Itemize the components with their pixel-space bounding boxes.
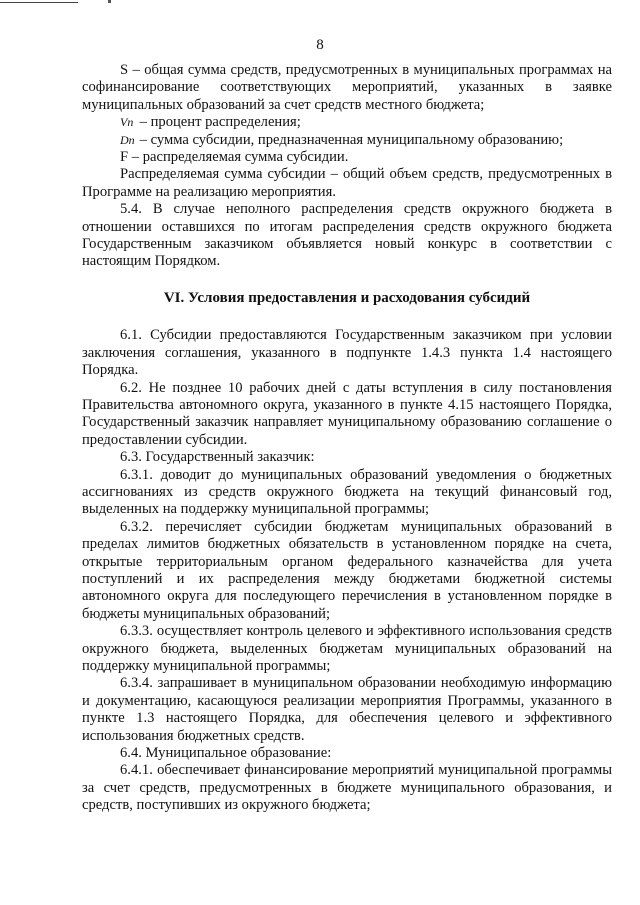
definition-dn [82,132,612,149]
paragraph-6-3: 6.3. Государственный заказчик: [120,449,315,466]
symbol-vn: Vn [120,115,134,130]
paragraph-5-4: 5.4. В случае неполного распределения средств окружного бюджета в отношении оставшихся по итогам распределения средств окружного бюджета Государственным заказчиком объявляется новый конкурс в соответствии с настоящим Порядком. [82,201,612,270]
paragraph-6-1: 6.1. Субсидии предоставляются Государственным заказчиком при условии заключения соглашения, указанного в подпункте 1.4.3 пункта 1.4 настоящего Порядка. [82,327,612,379]
paragraph-6-3-3: 6.3.3. осуществляет контроль целевого и эффективного использования средств окружного бюджета, выделенных бюджетам муниципальных образований на поддержку муниципальной программы; [82,623,612,674]
definition-vn-text: – процент распределения; [136,114,301,131]
paragraph-distributed-sum: Распределяемая сумма субсидии – общий объем средств, предусмотренных в Программе на реализацию мероприятия. [82,166,612,200]
document-body [82,62,612,815]
paragraph-6-3-1: 6.3.1. доводит до муниципальных образований уведомления о бюджетных ассигнованиях из средств окружного бюджета на текущий финансовый год, выделенных на поддержку муниципальной программы; [82,466,612,518]
definition-dn-text: – сумма субсидии, предназначенная муниципальному образованию; [136,131,564,148]
paragraph-6-4-1: 6.4.1. обеспечивает финансирование мероприятий муниципальной программы за счет средств, предусмотренных в бюджете муниципального образования, и средств, поступивших из окружного бюджета; [82,762,612,814]
paragraph-6-4: 6.4. Муниципальное образование: [120,745,332,762]
paragraph-f-definition: F – распределяемая сумма субсидии. [120,149,349,166]
paragraph-6-3-4: 6.3.4. запрашивает в муниципальном образовании необходимую информацию и документацию, касающуюся реализации мероприятия Программы, указанного в пункте 1.3 настоящего Порядка, для обеспечения целевого и эффективного использования бюджетных средств. [82,675,612,744]
section-title: VI. Условия предоставления и расходования субсидий [163,289,531,306]
paragraph-6-2: 6.2. Не позднее 10 рабочих дней с даты вступления в силу постановления Правительства автономного округа, указанного в пункте 4.15 настоящего Порядка, Государственный заказчик направляет муниципальному образованию соглашение о предоставлении субсидии. [82,379,612,448]
paragraph-s-definition: S – общая сумма средств, предусмотренных в муниципальных программах на софинансирование соответствующих мероприятий, указанных в заявке муниципальных образований за счет средств местного бюджета; [82,62,612,113]
scan-edge-line [0,2,78,3]
page-number: 8 [316,37,324,53]
paragraph-6-3-2: 6.3.2. перечисляет субсидии бюджетам муниципальных образований в пределах лимитов бюджетных обязательств в установленном порядке на счета, открытые территориальным органом федерального казначейства для учета поступлений и их распределения между бюджетами бюджетной системы автономного округа для последующего перечисления в установленном порядке в бюджеты муниципальных образований; [82,518,612,622]
definition-vn [82,114,612,131]
scan-artifact-dot [108,0,111,3]
symbol-dn: Dn [120,132,135,147]
